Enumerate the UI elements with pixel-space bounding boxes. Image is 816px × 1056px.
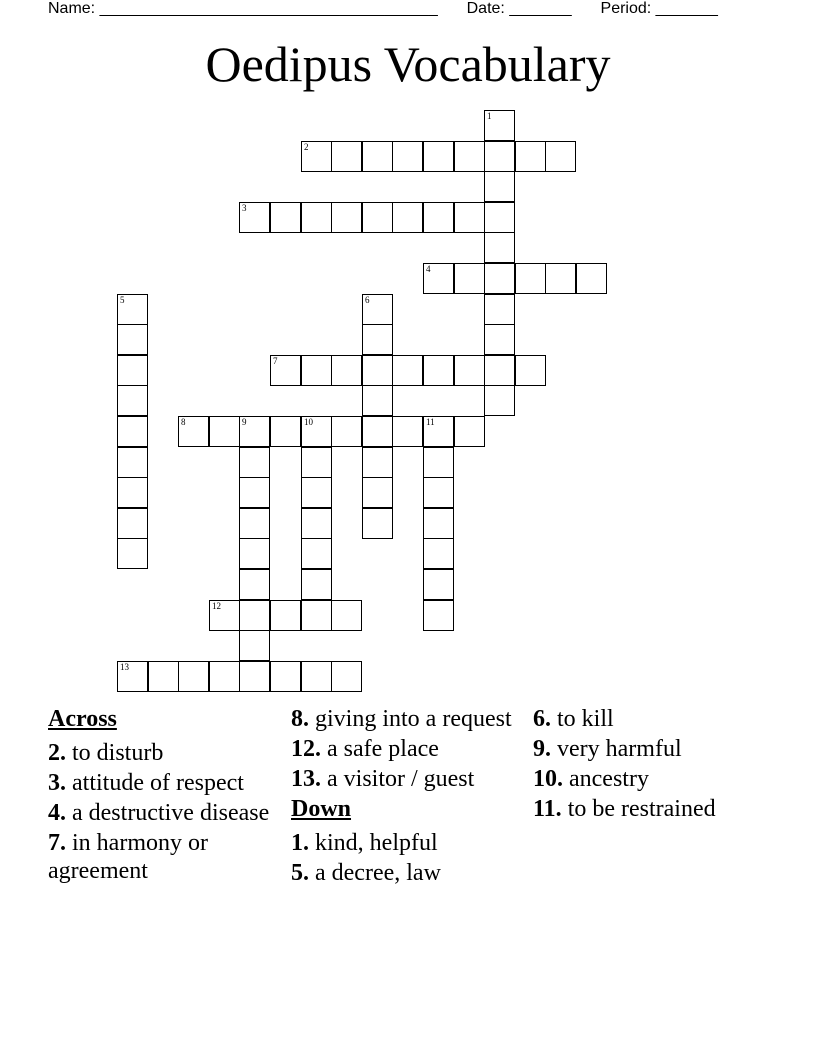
clue-across-3: 3. attitude of respect bbox=[48, 770, 244, 796]
crossword-cell[interactable] bbox=[423, 569, 454, 600]
crossword-cell[interactable] bbox=[301, 141, 332, 172]
clue-across-12: 12. a safe place bbox=[291, 736, 439, 762]
crossword-cell[interactable] bbox=[484, 171, 515, 202]
crossword-cell[interactable] bbox=[301, 477, 332, 508]
clue-across-7: 7. in harmony or agreement bbox=[48, 830, 208, 884]
crossword-cell[interactable] bbox=[362, 324, 393, 355]
crossword-cell[interactable] bbox=[331, 416, 362, 447]
crossword-cell[interactable] bbox=[484, 294, 515, 325]
crossword-cell[interactable] bbox=[362, 141, 393, 172]
crossword-cell[interactable] bbox=[209, 661, 240, 692]
crossword-cell[interactable] bbox=[117, 416, 148, 447]
crossword-cell[interactable] bbox=[117, 355, 148, 386]
crossword-cell[interactable] bbox=[270, 661, 301, 692]
crossword-cell[interactable] bbox=[515, 263, 546, 294]
clue-across-2: 2. to disturb bbox=[48, 740, 164, 766]
clue-column-2 bbox=[291, 705, 526, 889]
crossword-cell[interactable] bbox=[301, 416, 332, 447]
crossword-cell[interactable] bbox=[331, 600, 362, 631]
crossword-cell[interactable] bbox=[117, 661, 148, 692]
clue-column-1 bbox=[48, 705, 283, 887]
clue-across-13: 13. a visitor / guest bbox=[291, 766, 475, 792]
crossword-cell[interactable] bbox=[239, 569, 270, 600]
crossword-cell[interactable] bbox=[331, 355, 362, 386]
clue-number: 2 bbox=[304, 142, 309, 152]
crossword-cell[interactable] bbox=[454, 355, 485, 386]
clue-number: 11 bbox=[426, 417, 435, 427]
crossword-cell[interactable] bbox=[362, 477, 393, 508]
crossword-cell[interactable] bbox=[117, 508, 148, 539]
crossword-cell[interactable] bbox=[392, 416, 423, 447]
crossword-cell[interactable] bbox=[484, 202, 515, 233]
clue-number: 10 bbox=[304, 417, 313, 427]
crossword-cell[interactable] bbox=[117, 385, 148, 416]
crossword-cell[interactable] bbox=[239, 661, 270, 692]
clue-number: 7 bbox=[273, 356, 278, 366]
crossword-cell[interactable] bbox=[392, 202, 423, 233]
crossword-cell[interactable] bbox=[331, 661, 362, 692]
crossword-cell[interactable] bbox=[576, 263, 607, 294]
crossword-cell[interactable] bbox=[515, 141, 546, 172]
crossword-cell[interactable] bbox=[362, 202, 393, 233]
clue-number: 1 bbox=[487, 111, 492, 121]
crossword-cell[interactable] bbox=[178, 416, 209, 447]
clue-column-3 bbox=[533, 705, 768, 825]
clue-number: 3 bbox=[242, 203, 247, 213]
clue-across-4: 4. a destructive disease bbox=[48, 800, 270, 826]
clue-down-5: 5. a decree, law bbox=[291, 860, 441, 886]
clue-number: 13 bbox=[120, 662, 129, 672]
crossword-cell[interactable] bbox=[362, 385, 393, 416]
crossword-cell[interactable] bbox=[239, 508, 270, 539]
crossword-cell[interactable] bbox=[423, 416, 454, 447]
crossword-cell[interactable] bbox=[239, 416, 270, 447]
down-heading: Down bbox=[291, 796, 352, 822]
crossword-cell[interactable] bbox=[270, 202, 301, 233]
crossword-cell[interactable] bbox=[515, 355, 546, 386]
crossword-cell[interactable] bbox=[423, 600, 454, 631]
crossword-cell[interactable] bbox=[484, 141, 515, 172]
clue-number: 6 bbox=[365, 295, 370, 305]
crossword-cell[interactable] bbox=[239, 600, 270, 631]
clue-number: 12 bbox=[212, 601, 221, 611]
crossword-cell[interactable] bbox=[362, 355, 393, 386]
crossword-cell[interactable] bbox=[484, 263, 515, 294]
clue-number: 4 bbox=[426, 264, 431, 274]
crossword-cell[interactable] bbox=[117, 324, 148, 355]
crossword-cell[interactable] bbox=[362, 294, 393, 325]
crossword-cell[interactable] bbox=[362, 508, 393, 539]
crossword-cell[interactable] bbox=[117, 538, 148, 569]
crossword-cell[interactable] bbox=[331, 202, 362, 233]
period-field[interactable]: Period: _______ bbox=[600, 0, 718, 17]
crossword-cell[interactable] bbox=[239, 202, 270, 233]
clue-down-1: 1. kind, helpful bbox=[291, 830, 438, 856]
name-field[interactable]: Name: ______________________________________ bbox=[48, 0, 438, 17]
crossword-cell[interactable] bbox=[301, 508, 332, 539]
crossword-cell[interactable] bbox=[392, 141, 423, 172]
crossword-cell[interactable] bbox=[454, 141, 485, 172]
crossword-cell[interactable] bbox=[239, 477, 270, 508]
crossword-cell[interactable] bbox=[301, 202, 332, 233]
student-info-header bbox=[48, 0, 748, 18]
clue-across-8: 8. giving into a request bbox=[291, 706, 512, 732]
crossword-cell[interactable] bbox=[301, 355, 332, 386]
crossword-cell[interactable] bbox=[270, 600, 301, 631]
crossword-cell[interactable] bbox=[423, 141, 454, 172]
clue-down-10: 10. ancestry bbox=[533, 766, 649, 792]
crossword-cell[interactable] bbox=[454, 263, 485, 294]
crossword-cell[interactable] bbox=[545, 141, 576, 172]
crossword-cell[interactable] bbox=[484, 324, 515, 355]
crossword-cell[interactable] bbox=[209, 416, 240, 447]
crossword-cell[interactable] bbox=[209, 600, 240, 631]
crossword-cell[interactable] bbox=[454, 202, 485, 233]
crossword-cell[interactable] bbox=[392, 355, 423, 386]
crossword-cell[interactable] bbox=[423, 202, 454, 233]
across-heading: Across bbox=[48, 706, 117, 732]
crossword-cell[interactable] bbox=[423, 263, 454, 294]
crossword-cell[interactable] bbox=[270, 355, 301, 386]
crossword-cell[interactable] bbox=[178, 661, 209, 692]
crossword-cell[interactable] bbox=[301, 538, 332, 569]
crossword-cell[interactable] bbox=[423, 477, 454, 508]
clue-down-9: 9. very harmful bbox=[533, 736, 682, 762]
crossword-cell[interactable] bbox=[423, 538, 454, 569]
crossword-cell[interactable] bbox=[239, 630, 270, 661]
crossword-cell[interactable] bbox=[117, 447, 148, 478]
crossword-cell[interactable] bbox=[484, 110, 515, 141]
crossword-cell[interactable] bbox=[362, 447, 393, 478]
crossword-cell[interactable] bbox=[117, 477, 148, 508]
crossword-cell[interactable] bbox=[301, 447, 332, 478]
crossword-cell[interactable] bbox=[239, 447, 270, 478]
clue-down-11: 11. to be restrained bbox=[533, 796, 716, 822]
crossword-cell[interactable] bbox=[362, 416, 393, 447]
page-title: Oedipus Vocabulary bbox=[205, 36, 611, 92]
clue-number: 9 bbox=[242, 417, 247, 427]
crossword-cell[interactable] bbox=[484, 385, 515, 416]
crossword-cell[interactable] bbox=[301, 600, 332, 631]
crossword-cell[interactable] bbox=[484, 355, 515, 386]
crossword-cell[interactable] bbox=[423, 447, 454, 478]
crossword-cell[interactable] bbox=[117, 294, 148, 325]
crossword-cell[interactable] bbox=[270, 416, 301, 447]
crossword-cell[interactable] bbox=[301, 569, 332, 600]
crossword-cell[interactable] bbox=[545, 263, 576, 294]
crossword-cell[interactable] bbox=[423, 355, 454, 386]
clue-number: 8 bbox=[181, 417, 186, 427]
clue-number: 5 bbox=[120, 295, 125, 305]
crossword-cell[interactable] bbox=[331, 141, 362, 172]
date-field[interactable]: Date: _______ bbox=[466, 0, 572, 17]
crossword-cell[interactable] bbox=[148, 661, 179, 692]
crossword-cell[interactable] bbox=[423, 508, 454, 539]
clue-down-6: 6. to kill bbox=[533, 706, 614, 732]
crossword-cell[interactable] bbox=[454, 416, 485, 447]
crossword-cell[interactable] bbox=[239, 538, 270, 569]
crossword-cell[interactable] bbox=[484, 232, 515, 263]
crossword-cell[interactable] bbox=[301, 661, 332, 692]
